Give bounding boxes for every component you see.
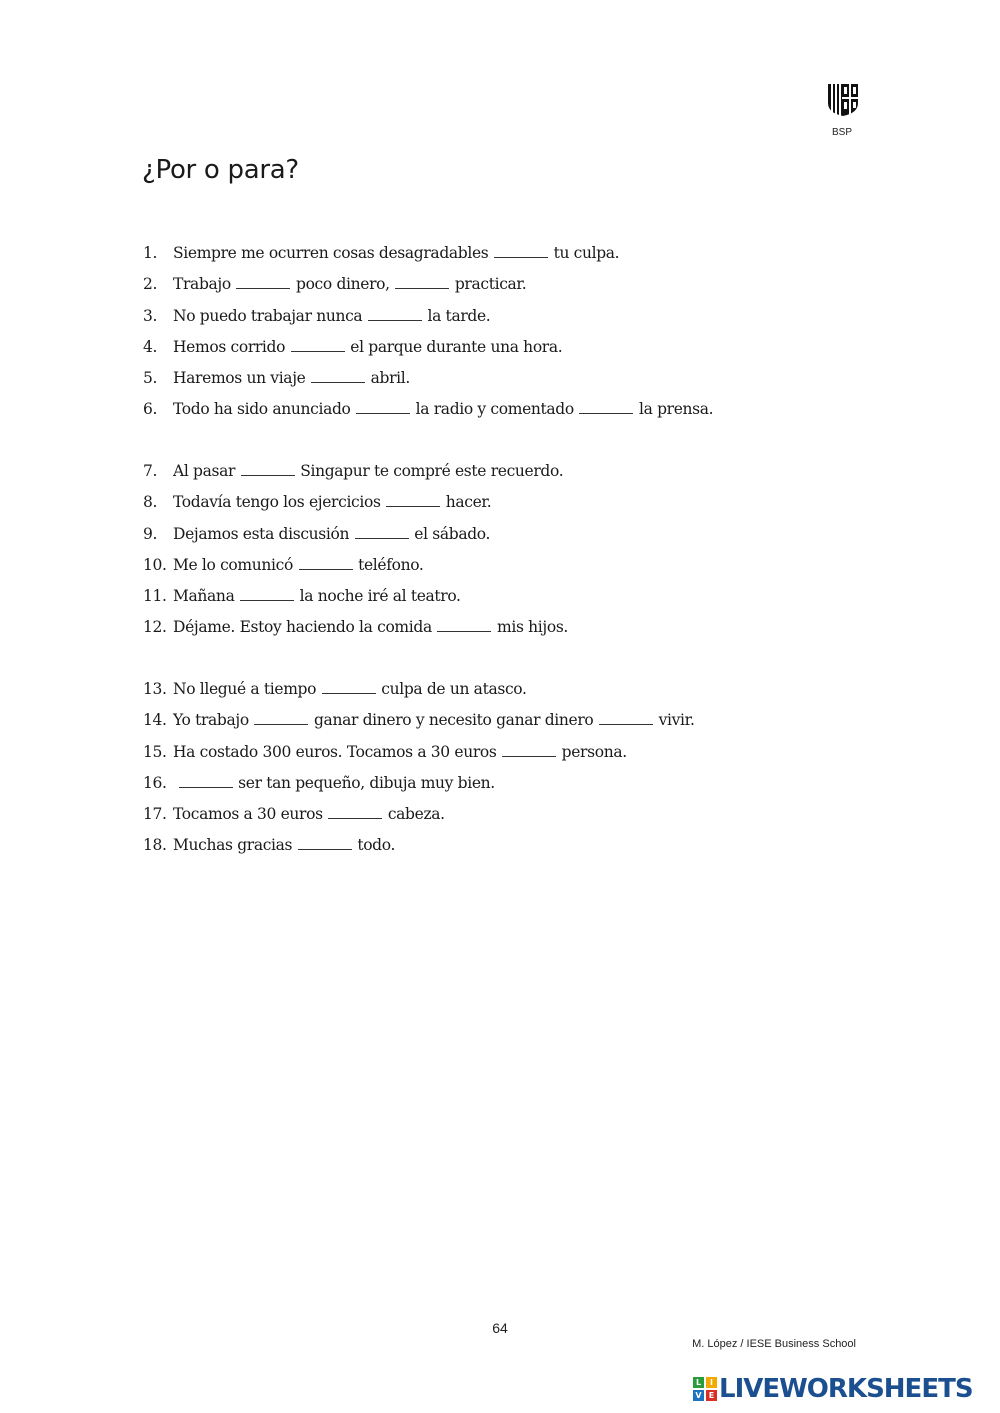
answer-blank[interactable] [298,835,352,850]
exercise-text: Singapur te compré este recuerdo. [300,462,564,480]
exercise-text: Trabajo [173,275,231,293]
exercise-number: 1. [143,244,158,262]
liveworksheets-wordmark: LIVEWORKSHEETS [719,1374,973,1404]
exercise-text: cabeza. [387,805,445,823]
exercise-text: Déjame. Estoy haciendo la comida [173,618,432,636]
answer-blank[interactable] [386,492,440,507]
answer-blank[interactable] [179,773,233,788]
exercise-text: practicar. [454,275,527,293]
answer-blank[interactable] [356,399,410,414]
exercise-item [143,741,627,763]
answer-blank[interactable] [579,399,633,414]
exercise-number: 14. [143,711,167,729]
exercise-text: Muchas gracias [173,836,293,854]
exercise-text: Todo ha sido anunciado [173,400,351,418]
exercise-text: Yo trabajo [173,711,249,729]
exercise-text: todo. [357,836,396,854]
exercise-item [143,772,495,794]
exercise-item [143,523,490,545]
exercise-text: Me lo comunicó [173,556,293,574]
exercise-item [143,678,527,700]
exercise-text: la noche iré al teatro. [299,587,461,605]
exercise-text: Tocamos a 30 euros [173,805,323,823]
exercise-item [143,709,695,731]
exercise-number: 9. [143,525,158,543]
answer-blank[interactable] [236,274,290,289]
answer-blank[interactable] [241,461,295,476]
answer-blank[interactable] [254,710,308,725]
exercise-text: el sábado. [414,525,491,543]
answer-blank[interactable] [311,368,365,383]
exercise-text: ganar dinero y necesito ganar dinero [313,711,594,729]
answer-blank[interactable] [395,274,449,289]
answer-blank[interactable] [328,804,382,819]
exercise-text: hacer. [445,493,492,511]
logo-caption: BSP [831,127,852,138]
exercise-number: 18. [143,836,167,854]
exercise-item [143,336,562,358]
exercise-text: el parque durante una hora. [350,338,563,356]
exercise-item [143,460,563,482]
liveworksheets-brand[interactable] [693,1374,993,1404]
page-number: 64 [492,1320,508,1336]
exercise-text: Hemos corrido [173,338,286,356]
exercise-text: mis hijos. [497,618,568,636]
exercise-number: 12. [143,618,167,636]
exercise-text: Haremos un viaje [173,369,306,387]
exercise-text: culpa de un atasco. [381,680,527,698]
exercise-text: ser tan pequeño, dibuja muy bien. [238,774,495,792]
exercise-number: 16. [143,774,167,792]
exercise-number: 15. [143,743,167,761]
liveworksheets-logo-icon [693,1377,717,1401]
exercise-text: vivir. [658,711,695,729]
exercise-item [143,242,619,264]
answer-blank[interactable] [291,337,345,352]
exercise-item [143,834,395,856]
exercise-number: 7. [143,462,158,480]
exercise-number: 13. [143,680,167,698]
brand-icon-letter: V [693,1390,704,1401]
exercise-text: poco dinero, [296,275,390,293]
answer-blank[interactable] [502,742,556,757]
brand-icon-letter: L [693,1377,704,1388]
exercise-text: Ha costado 300 euros. Tocamos a 30 euros [173,743,497,761]
exercise-text: No puedo trabajar nunca [173,307,363,325]
exercise-number: 11. [143,587,167,605]
exercise-item [143,367,410,389]
exercise-number: 5. [143,369,158,387]
exercise-text: No llegué a tiempo [173,680,317,698]
exercise-number: 17. [143,805,167,823]
footer-credit: M. López / IESE Business School [692,1338,856,1350]
answer-blank[interactable] [322,679,376,694]
exercise-item [143,554,424,576]
answer-blank[interactable] [368,306,422,321]
exercise-number: 6. [143,400,158,418]
exercise-number: 10. [143,556,167,574]
brand-icon-letter: I [706,1377,717,1388]
exercise-text: Al pasar [173,462,236,480]
exercise-text: Mañana [173,587,235,605]
exercise-text: Siempre me ocurren cosas desagradables [173,244,489,262]
answer-blank[interactable] [437,617,491,632]
page-title: ¿Por o para? [142,155,299,185]
exercise-item [143,398,713,420]
exercise-text: persona. [561,743,627,761]
exercise-item [143,803,445,825]
exercise-item [143,491,491,513]
exercise-text: tu culpa. [553,244,620,262]
answer-blank[interactable] [299,555,353,570]
exercise-number: 2. [143,275,158,293]
answer-blank[interactable] [240,586,294,601]
brand-icon-letter: E [706,1390,717,1401]
exercise-number: 4. [143,338,158,356]
answer-blank[interactable] [599,710,653,725]
exercise-number: 3. [143,307,158,325]
exercise-text: la tarde. [427,307,491,325]
exercise-item [143,305,490,327]
exercise-number: 8. [143,493,158,511]
exercise-item [143,585,461,607]
exercise-text: la radio y comentado [415,400,574,418]
exercise-text: abril. [370,369,410,387]
exercise-text: Dejamos esta discusión [173,525,350,543]
exercise-item [143,616,568,638]
answer-blank[interactable] [494,243,548,258]
exercise-text: teléfono. [358,556,424,574]
exercise-text: la prensa. [639,400,714,418]
exercise-item [143,273,526,295]
answer-blank[interactable] [355,524,409,539]
exercise-text: Todavía tengo los ejercicios [173,493,381,511]
